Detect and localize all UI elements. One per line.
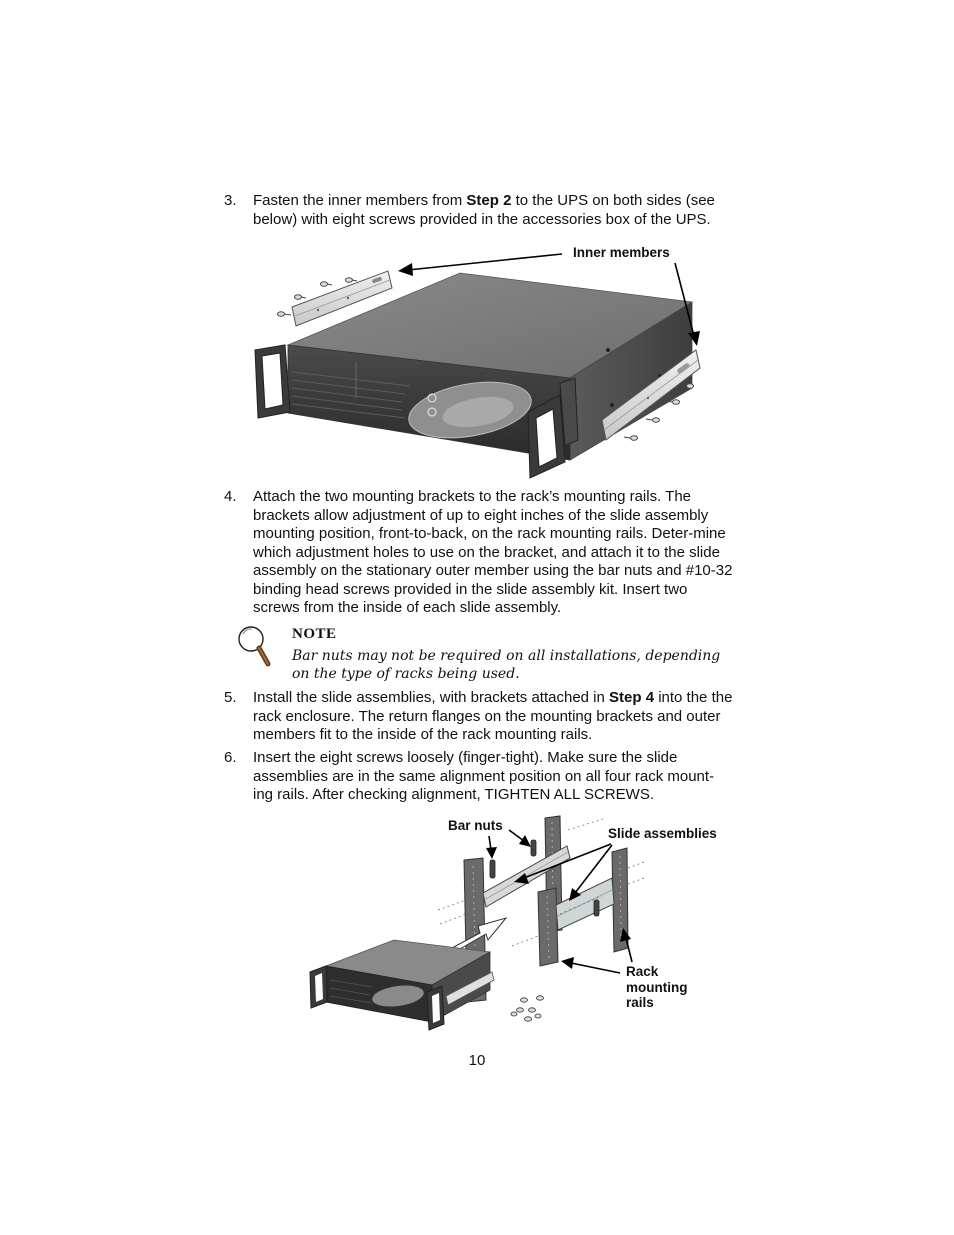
step-number: 3. [224, 192, 237, 209]
loose-screws [511, 996, 544, 1021]
step-ref: Step 2 [466, 192, 512, 209]
step-text: Insert the eight screws loosely (finger-tight). Make sure the slide assemblies are in the same alignment position on all four rack mount-ing rails. After checking alignment, TIGHTEN ALL SCREWS. [253, 749, 715, 803]
arrow-rack-rails-1 [561, 957, 620, 973]
label-rack-mounting-rails: Rack mounting rails [626, 964, 688, 1010]
rack-rail-front-right [538, 888, 558, 966]
step-number: 5. [224, 689, 237, 706]
arrow-bar-nuts-2 [509, 830, 531, 847]
slide-assembly-right [556, 878, 614, 930]
step-text: Attach the two mounting brackets to the rack’s mounting rails. The brackets allow adjustment of up to eight inches of the slide assembly mounting position, front-to-back, on the rack mounting rails. Deter-mine which adjustment holes to use on the bracket, and attach it to the slide assembly on the stationary outer member using the bar nuts and #10-32 binding head screws provided in the slide assembly kit. Insert two screws from the inside of each slide assembly. [253, 488, 733, 616]
label-slide-assemblies: Slide assemblies [608, 826, 717, 841]
step-number: 6. [224, 749, 237, 766]
arrow-bar-nuts-1 [486, 836, 497, 859]
note-title: NOTE [292, 626, 337, 642]
ups-unit-small [310, 940, 494, 1030]
step-number: 4. [224, 488, 237, 505]
step-ref: Step 4 [609, 689, 655, 706]
note-text: Bar nuts may not be required on all installations, depending on the type of racks being used. [292, 648, 721, 682]
step-text: Fasten the inner members from Step 2 to the UPS on both sides (see below) with eight screws provided in the accessories box of the UPS. [253, 192, 715, 228]
label-inner-members: Inner members [573, 245, 670, 260]
page-number: 10 [468, 1052, 486, 1069]
step-text: Install the slide assemblies, with brackets attached in Step 4 into the the rack enclosure. The return flanges on the mounting brackets and outer members fit to the inside of the rack mounting rails. [253, 689, 733, 743]
label-bar-nuts: Bar nuts [448, 818, 503, 833]
